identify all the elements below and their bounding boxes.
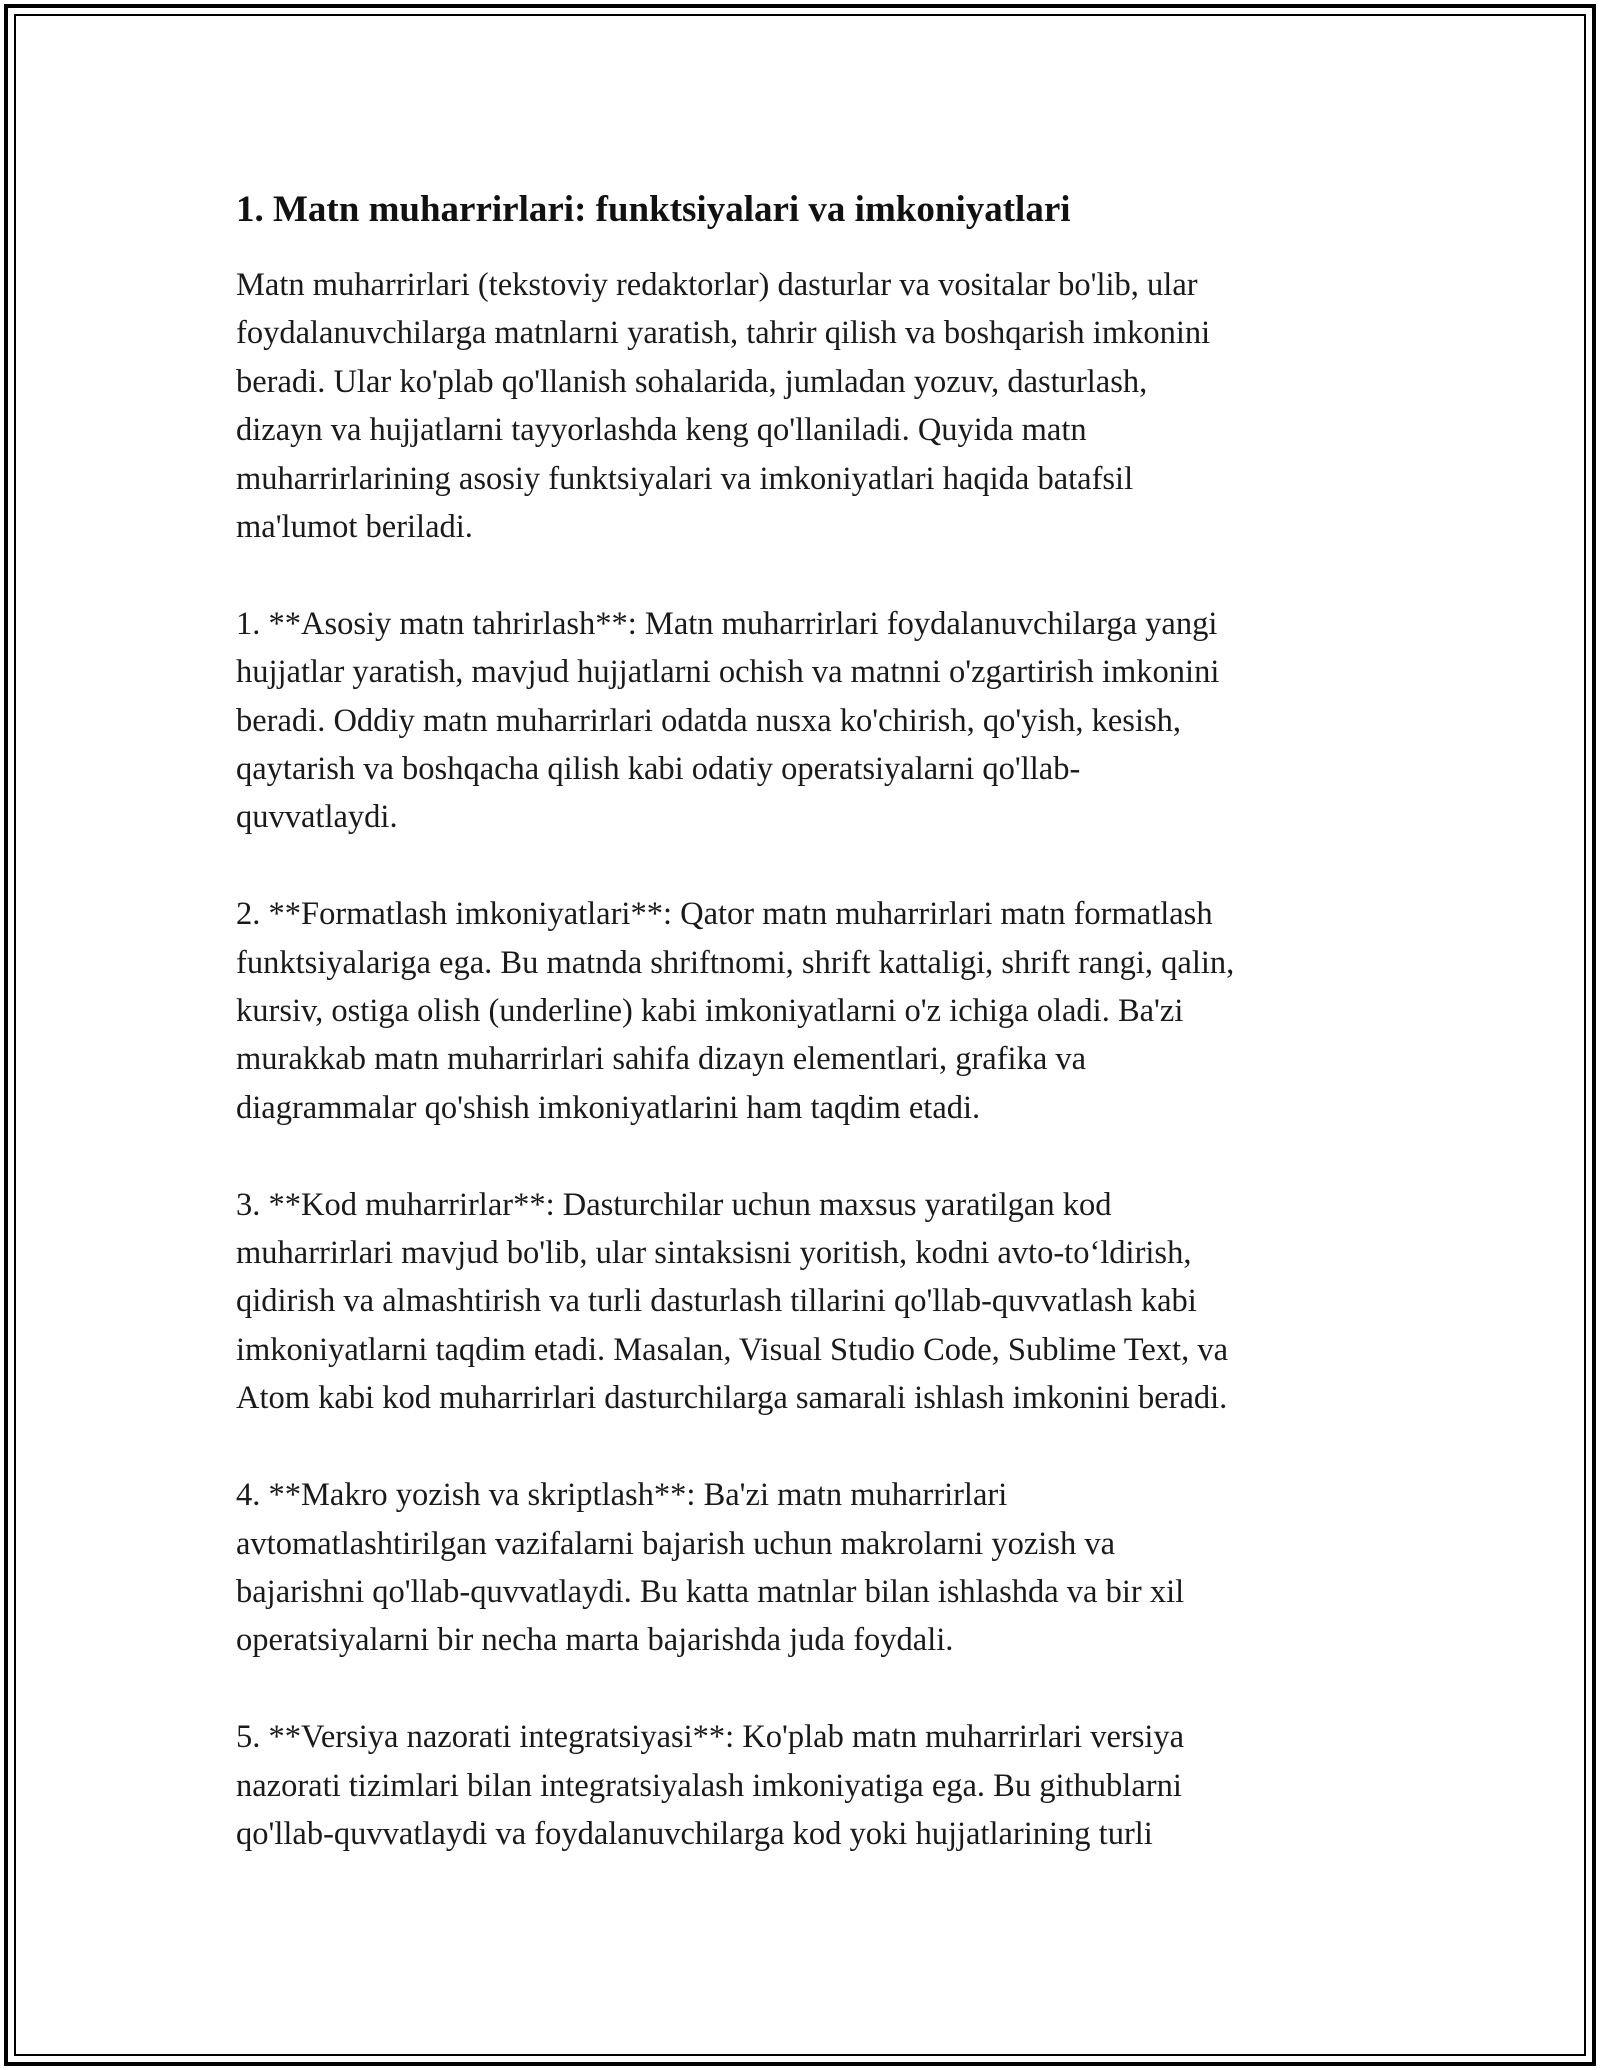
document-title: 1. Matn muharrirlari: funktsiyalari va imkoniyatlari bbox=[236, 189, 1071, 230]
text-line: muharrirlari mavjud bo'lib, ular sintaksisni yoritish, kodni avto-to‘ldirish, bbox=[236, 1235, 1192, 1272]
text-line: foydalanuvchilarga matnlarni yaratish, tahrir qilish va boshqarish imkonini bbox=[236, 315, 1211, 352]
text-line: nazorati tizimlari bilan integratsiyalash imkoniyatiga ega. Bu githublarni bbox=[236, 1767, 1182, 1804]
text-line: 2. **Formatlash imkoniyatlari**: Qator matn muharrirlari matn formatlash bbox=[236, 896, 1213, 933]
paragraph-item-5 bbox=[236, 1713, 1376, 1858]
text-line: bajarishni qo'llab-quvvatlaydi. Bu katta matnlar bilan ishlashda va bir xil bbox=[236, 1573, 1185, 1610]
text-line: diagrammalar qo'shish imkoniyatlarini ham taqdim etadi. bbox=[236, 1089, 981, 1126]
text-line: kursiv, ostiga olish (underline) kabi imkoniyatlarni o'z ichiga oladi. Ba'zi bbox=[236, 993, 1184, 1030]
text-line: imkoniyatlarni taqdim etadi. Masalan, Visual Studio Code, Sublime Text, va bbox=[236, 1331, 1229, 1368]
text-line: hujjatlar yaratish, mavjud hujjatlarni ochish va matnni o'zgartirish imkonini bbox=[236, 654, 1220, 691]
text-line: dizayn va hujjatlarni tayyorlashda keng qo'llaniladi. Quyida matn bbox=[236, 412, 1087, 449]
text-line: funktsiyalariga ega. Bu matnda shriftnomi, shrift kattaligi, shrift rangi, qalin, bbox=[236, 944, 1235, 981]
paragraph-item-3 bbox=[236, 1181, 1376, 1423]
text-line: murakkab matn muharrirlari sahifa dizayn elementlari, grafika va bbox=[236, 1041, 1087, 1078]
text-line: qidirish va almashtirish va turli dasturlash tillarini qo'llab-quvvatlash kabi bbox=[236, 1283, 1197, 1320]
paragraph-item-1 bbox=[236, 600, 1376, 842]
text-line: Matn muharrirlari (tekstoviy redaktorlar) dasturlar va vositalar bo'lib, ular bbox=[236, 267, 1198, 303]
paragraph-item-2 bbox=[236, 890, 1376, 1132]
text-line: 5. **Versiya nazorati integratsiyasi**: Ko'plab matn muharrirlari versiya bbox=[236, 1719, 1185, 1756]
text-line: Atom kabi kod muharrirlari dasturchilarga samarali ishlash imkonini beradi. bbox=[236, 1380, 1228, 1417]
text-line: 3. **Kod muharrirlar**: Dasturchilar uchun maxsus yaratilgan kod bbox=[236, 1186, 1112, 1223]
text-line: operatsiyalarni bir necha marta bajarishda juda foydali. bbox=[236, 1622, 954, 1659]
text-line: ma'lumot beriladi. bbox=[236, 509, 473, 546]
paragraph-intro bbox=[236, 261, 1376, 551]
text-line: beradi. Ular ko'plab qo'llanish sohalarida, jumladan yozuv, dasturlash, bbox=[236, 363, 1148, 400]
text-line: muharrirlarining asosiy funktsiyalari va imkoniyatlari haqida batafsil bbox=[236, 460, 1134, 497]
paragraph-item-4 bbox=[236, 1471, 1376, 1665]
text-line: 1. **Asosiy matn tahrirlash**: Matn muharrirlari foydalanuvchilarga yangi bbox=[236, 605, 1218, 642]
text-line: avtomatlashtirilgan vazifalarni bajarish uchun makrolarni yozish va bbox=[236, 1525, 1116, 1562]
text-line: beradi. Oddiy matn muharrirlari odatda nusxa ko'chirish, qo'yish, kesish, bbox=[236, 702, 1181, 739]
text-line: quvvatlaydi. bbox=[236, 799, 398, 836]
text-line: 4. **Makro yozish va skriptlash**: Ba'zi matn muharrirlari bbox=[236, 1477, 1008, 1514]
text-line: qaytarish va boshqacha qilish kabi odatiy operatsiyalarni qo'llab- bbox=[236, 751, 1081, 788]
document-body bbox=[236, 188, 1376, 1907]
text-line: qo'llab-quvvatlaydi va foydalanuvchilarga kod yoki hujjatlarining turli bbox=[236, 1815, 1153, 1852]
